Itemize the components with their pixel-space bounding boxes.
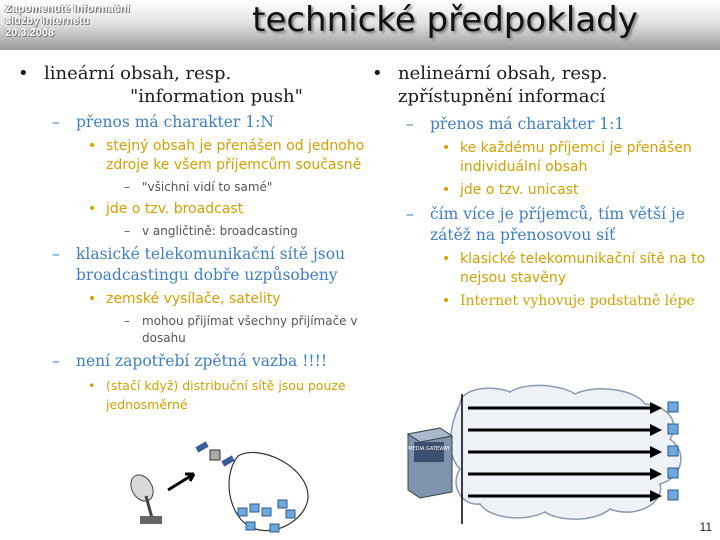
- left-sub-1n: – přenos má charakter 1:N: [18, 112, 370, 133]
- presentation-title-line2: služby Internetu: [5, 15, 90, 27]
- left-bullet-line1: lineární obsah, resp.: [44, 63, 232, 84]
- right-item-unicast: • jde o tzv. unicast: [372, 181, 714, 200]
- left-sub-telecom: – klasické telekomunikační sítě jsou broadcastingu dobře uzpůsobeny: [18, 244, 370, 286]
- right-item-telecom: • klasické telekomunikační sítě na to nejsou stavěny: [372, 250, 714, 288]
- coverage-area: [229, 452, 308, 530]
- presentation-title-line1: Zapomenuté informační: [5, 3, 130, 15]
- right-column: [372, 62, 714, 315]
- page-number: 11: [699, 520, 712, 534]
- media-gateway-server-icon: [408, 428, 452, 498]
- broadcast-illustration: [110, 438, 310, 538]
- right-sub-11: – přenos má charakter 1:1: [372, 114, 714, 135]
- left-bullet-linear: [18, 62, 370, 108]
- uplink-arrow: [168, 474, 194, 490]
- left-note-english: – v angličtině: broadcasting: [18, 223, 370, 240]
- right-sub-load: – čím více je příjemců, tím větší je zátěž na přenosovou síť: [372, 204, 714, 246]
- satellite-icon: [195, 441, 234, 466]
- right-item-individual: • ke každému příjemci je přenášen individuální obsah: [372, 139, 714, 177]
- left-note-receivers: – mohou přijímat všechny přijímače v dosahu: [18, 313, 370, 347]
- left-sub-feedback: – není zapotřebí zpětná vazba !!!!: [18, 351, 370, 372]
- presentation-info: [5, 3, 130, 39]
- satellite-dish-icon: [126, 471, 162, 524]
- server-label: MEDIA GATEWAY: [408, 446, 450, 452]
- unicast-illustration: [400, 384, 700, 524]
- right-bullet-nonlinear: • nelineární obsah, resp. zpřístupnění informací: [372, 62, 714, 108]
- left-bullet-line2: "information push": [130, 86, 303, 107]
- left-column: [18, 62, 370, 418]
- presentation-date: 20.3.2008: [5, 27, 54, 39]
- left-item-same-content: • stejný obsah je přenášen od jednoho zdroje ke všem příjemcům současně: [18, 137, 370, 175]
- left-item-oneway: • (stačí když) distribuční sítě jsou pouze jednosměrné: [18, 376, 370, 414]
- left-item-broadcast: • jde o tzv. broadcast: [18, 200, 370, 219]
- left-note-all-see: – "všichni vidí to samé": [18, 179, 370, 196]
- slide-title: technické předpoklady: [252, 0, 638, 40]
- right-item-internet: • Internet vyhovuje podstatně lépe: [372, 292, 714, 311]
- slide-header: [0, 0, 720, 50]
- left-item-transmitters: • zemské vysílače, satelity: [18, 290, 370, 309]
